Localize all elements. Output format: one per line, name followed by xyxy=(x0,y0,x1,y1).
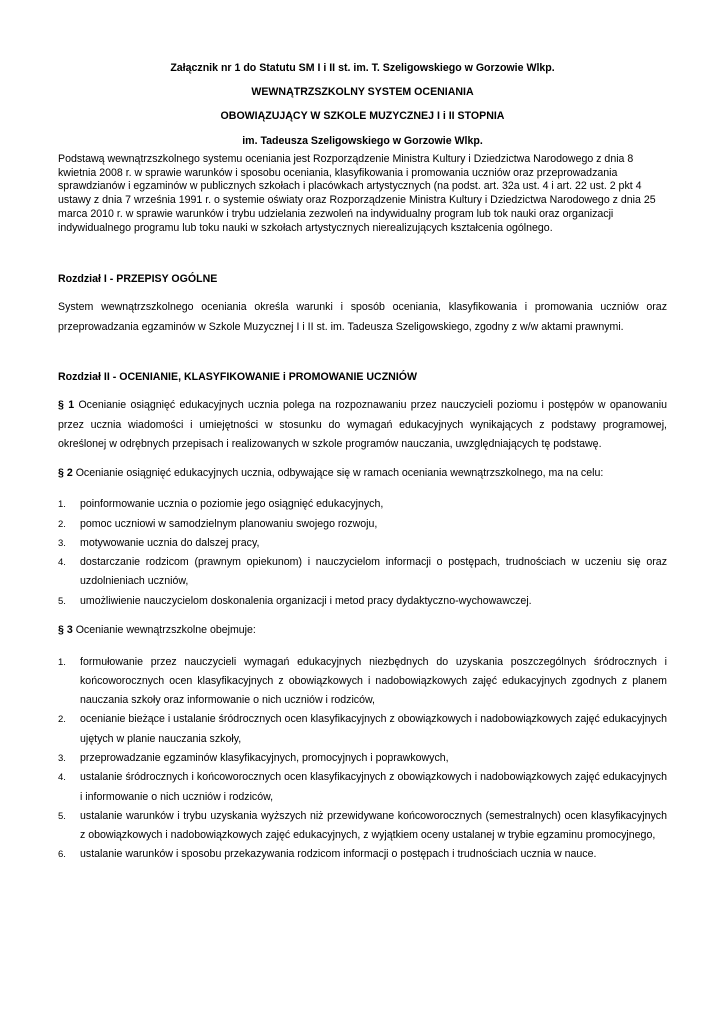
list-item-text: formułowanie przez nauczycieli wymagań edukacyjnych niezbędnych do uzyskania poszczególnych śródrocznych i końcoworocznych ocen klasyfikacyjnych z obowiązkowych i nadobowiązkowych zajęć edukacyjnych zgodnych z planem nauczania szkoły oraz informowanie o nich uczniów i rodziców, xyxy=(80,655,667,707)
school-name: im. Tadeusza Szeligowskiego w Gorzowie Wlkp. xyxy=(242,135,483,147)
section-3-label: § 3 xyxy=(58,624,73,636)
section-2-label: § 2 xyxy=(58,466,73,479)
list-item-text: ocenianie bieżące i ustalanie śródrocznych ocen klasyfikacyjnych z obowiązkowych i nadobowiązkowych zajęć edukacyjnych ujętych w planie nauczania szkoły, xyxy=(80,713,667,745)
list-item xyxy=(58,845,667,864)
document-subtitle: OBOWIĄZUJĄCY W SZKOLE MUZYCZNEJ I i II STOPNIA xyxy=(220,110,505,122)
list-item-text: ustalanie warunków i trybu uzyskania wyższych niż przewidywane końcoworocznych (semestralnych) ocen klasyfikacyjnych z obowiązkowych i nadobowiązkowych zajęć edukacyjnych, z wyjątkiem oceny ustalanej w trybie egzaminu promocyjnego, xyxy=(80,809,667,842)
list-item-text: dostarczanie rodzicom (prawnym opiekunom) i nauczycielom informacji o postępach, trudnościach w uczeniu się oraz uzdolnieniach uczniów, xyxy=(80,556,667,588)
section-2-list xyxy=(58,495,667,611)
list-item-number: 3. xyxy=(58,752,66,764)
list-item-number: 2. xyxy=(58,518,66,530)
chapter-1-heading: Rozdział I - PRZEPISY OGÓLNE xyxy=(58,273,218,286)
section-3-paragraph xyxy=(58,621,667,641)
list-item-text: ustalanie warunków i sposobu przekazywania rodzicom informacji o postępach i trudnościach ucznia w nauce. xyxy=(80,848,597,861)
list-item xyxy=(58,592,667,611)
section-3-list xyxy=(58,653,667,865)
list-item-number: 5. xyxy=(58,810,66,822)
intro-paragraph: Podstawą wewnątrzszkolnego systemu oceniania jest Rozporządzenie Ministra Kultury i Dziedzictwa Narodowego z dnia 8 kwietnia 2008 r. w sprawie warunków i sposobu oceniania, klasyfikowania i promowania uczniów oraz przeprowadzania sprawdzianów i egzaminów w publicznych szkołach i placówkach artystycznych (na podst. art. 32a ust. 4 i art. 22 ust. 2 pkt 4 ustawy z dnia 7 września 1991 r. o systemie oświaty oraz Rozporządzenie Ministra Kultury i Dziedzictwa Narodowego z dnia 25 marca 2010 r. w sprawie warunków i trybu udzielania zezwoleń na indywidualny program lub tok nauki oraz organizacji indywidualnego programu lub toku nauki w szkołach artystycznych nierealizujących kształcenia ogólnego. xyxy=(58,153,656,234)
list-item xyxy=(58,749,667,768)
section-2-text: Ocenianie osiągnięć edukacyjnych ucznia, odbywające się w ramach oceniania wewnątrzszkolnego, ma na celu: xyxy=(75,466,604,479)
list-item xyxy=(58,495,667,514)
list-item-text: poinformowanie ucznia o poziomie jego osiągnięć edukacyjnych, xyxy=(80,498,384,511)
document-page xyxy=(58,62,667,865)
list-item xyxy=(58,553,667,592)
list-item xyxy=(58,807,667,846)
list-item-number: 5. xyxy=(58,595,66,607)
chapter-2-heading: Rozdział II - OCENIANIE, KLASYFIKOWANIE i PROMOWANIE UCZNIÓW xyxy=(58,371,418,384)
list-item-number: 2. xyxy=(58,714,66,726)
list-item-text: umożliwienie nauczycielom doskonalenia organizacji i metod pracy dydaktyczno-wychowawczej. xyxy=(80,594,532,607)
list-item-text: motywowanie ucznia do dalszej pracy, xyxy=(80,536,260,549)
section-3-text: Ocenianie wewnątrzszkolne obejmuje: xyxy=(75,624,256,636)
list-item-text: pomoc uczniowi w samodzielnym planowaniu swojego rozwoju, xyxy=(80,517,378,530)
list-item xyxy=(58,710,667,749)
list-item-number: 4. xyxy=(58,557,66,569)
list-item-number: 1. xyxy=(58,499,66,511)
section-1-label: § 1 xyxy=(58,399,75,412)
section-2-paragraph xyxy=(58,464,667,484)
document-title: WEWNĄTRZSZKOLNY SYSTEM OCENIANIA xyxy=(251,86,474,98)
list-item-number: 3. xyxy=(58,537,66,549)
attachment-title: Załącznik nr 1 do Statutu SM I i II st. im. T. Szeligowskiego w Gorzowie Wlkp. xyxy=(170,62,555,74)
list-item-number: 4. xyxy=(58,772,66,784)
list-item-number: 6. xyxy=(58,849,66,861)
list-item xyxy=(58,653,667,711)
chapter-1-text: System wewnątrzszkolnego oceniania określa warunki i sposób oceniania, klasyfikowania i promowania uczniów oraz przeprowadzania egzaminów w Szkole Muzycznej I i II st. im. Tadeusza Szeligowskiego, zgodny z w/w aktami prawnymi. xyxy=(58,301,667,333)
list-item-text: przeprowadzanie egzaminów klasyfikacyjnych, promocyjnych i poprawkowych, xyxy=(80,751,449,764)
list-item xyxy=(58,515,667,534)
list-item-number: 1. xyxy=(58,656,66,668)
list-item-text: ustalanie śródrocznych i końcoworocznych ocen klasyfikacyjnych z obowiązkowych i nadobowiązkowych zajęć edukacyjnych i informowanie o nich uczniów i rodziców, xyxy=(80,771,667,803)
list-item xyxy=(58,768,667,807)
list-item xyxy=(58,534,667,553)
section-1-text: Ocenianie osiągnięć edukacyjnych ucznia polega na rozpoznawaniu przez nauczycieli poziomu i postępów w opanowaniu przez ucznia wiadomości i umiejętności w stosunku do wymagań edukacyjnych wynikających z podstawy programowej, określonej w odrębnych przepisach i realizowanych w szkole programów nauczania, uwzględniających tę podstawę. xyxy=(58,399,667,451)
section-1-paragraph xyxy=(58,396,667,455)
